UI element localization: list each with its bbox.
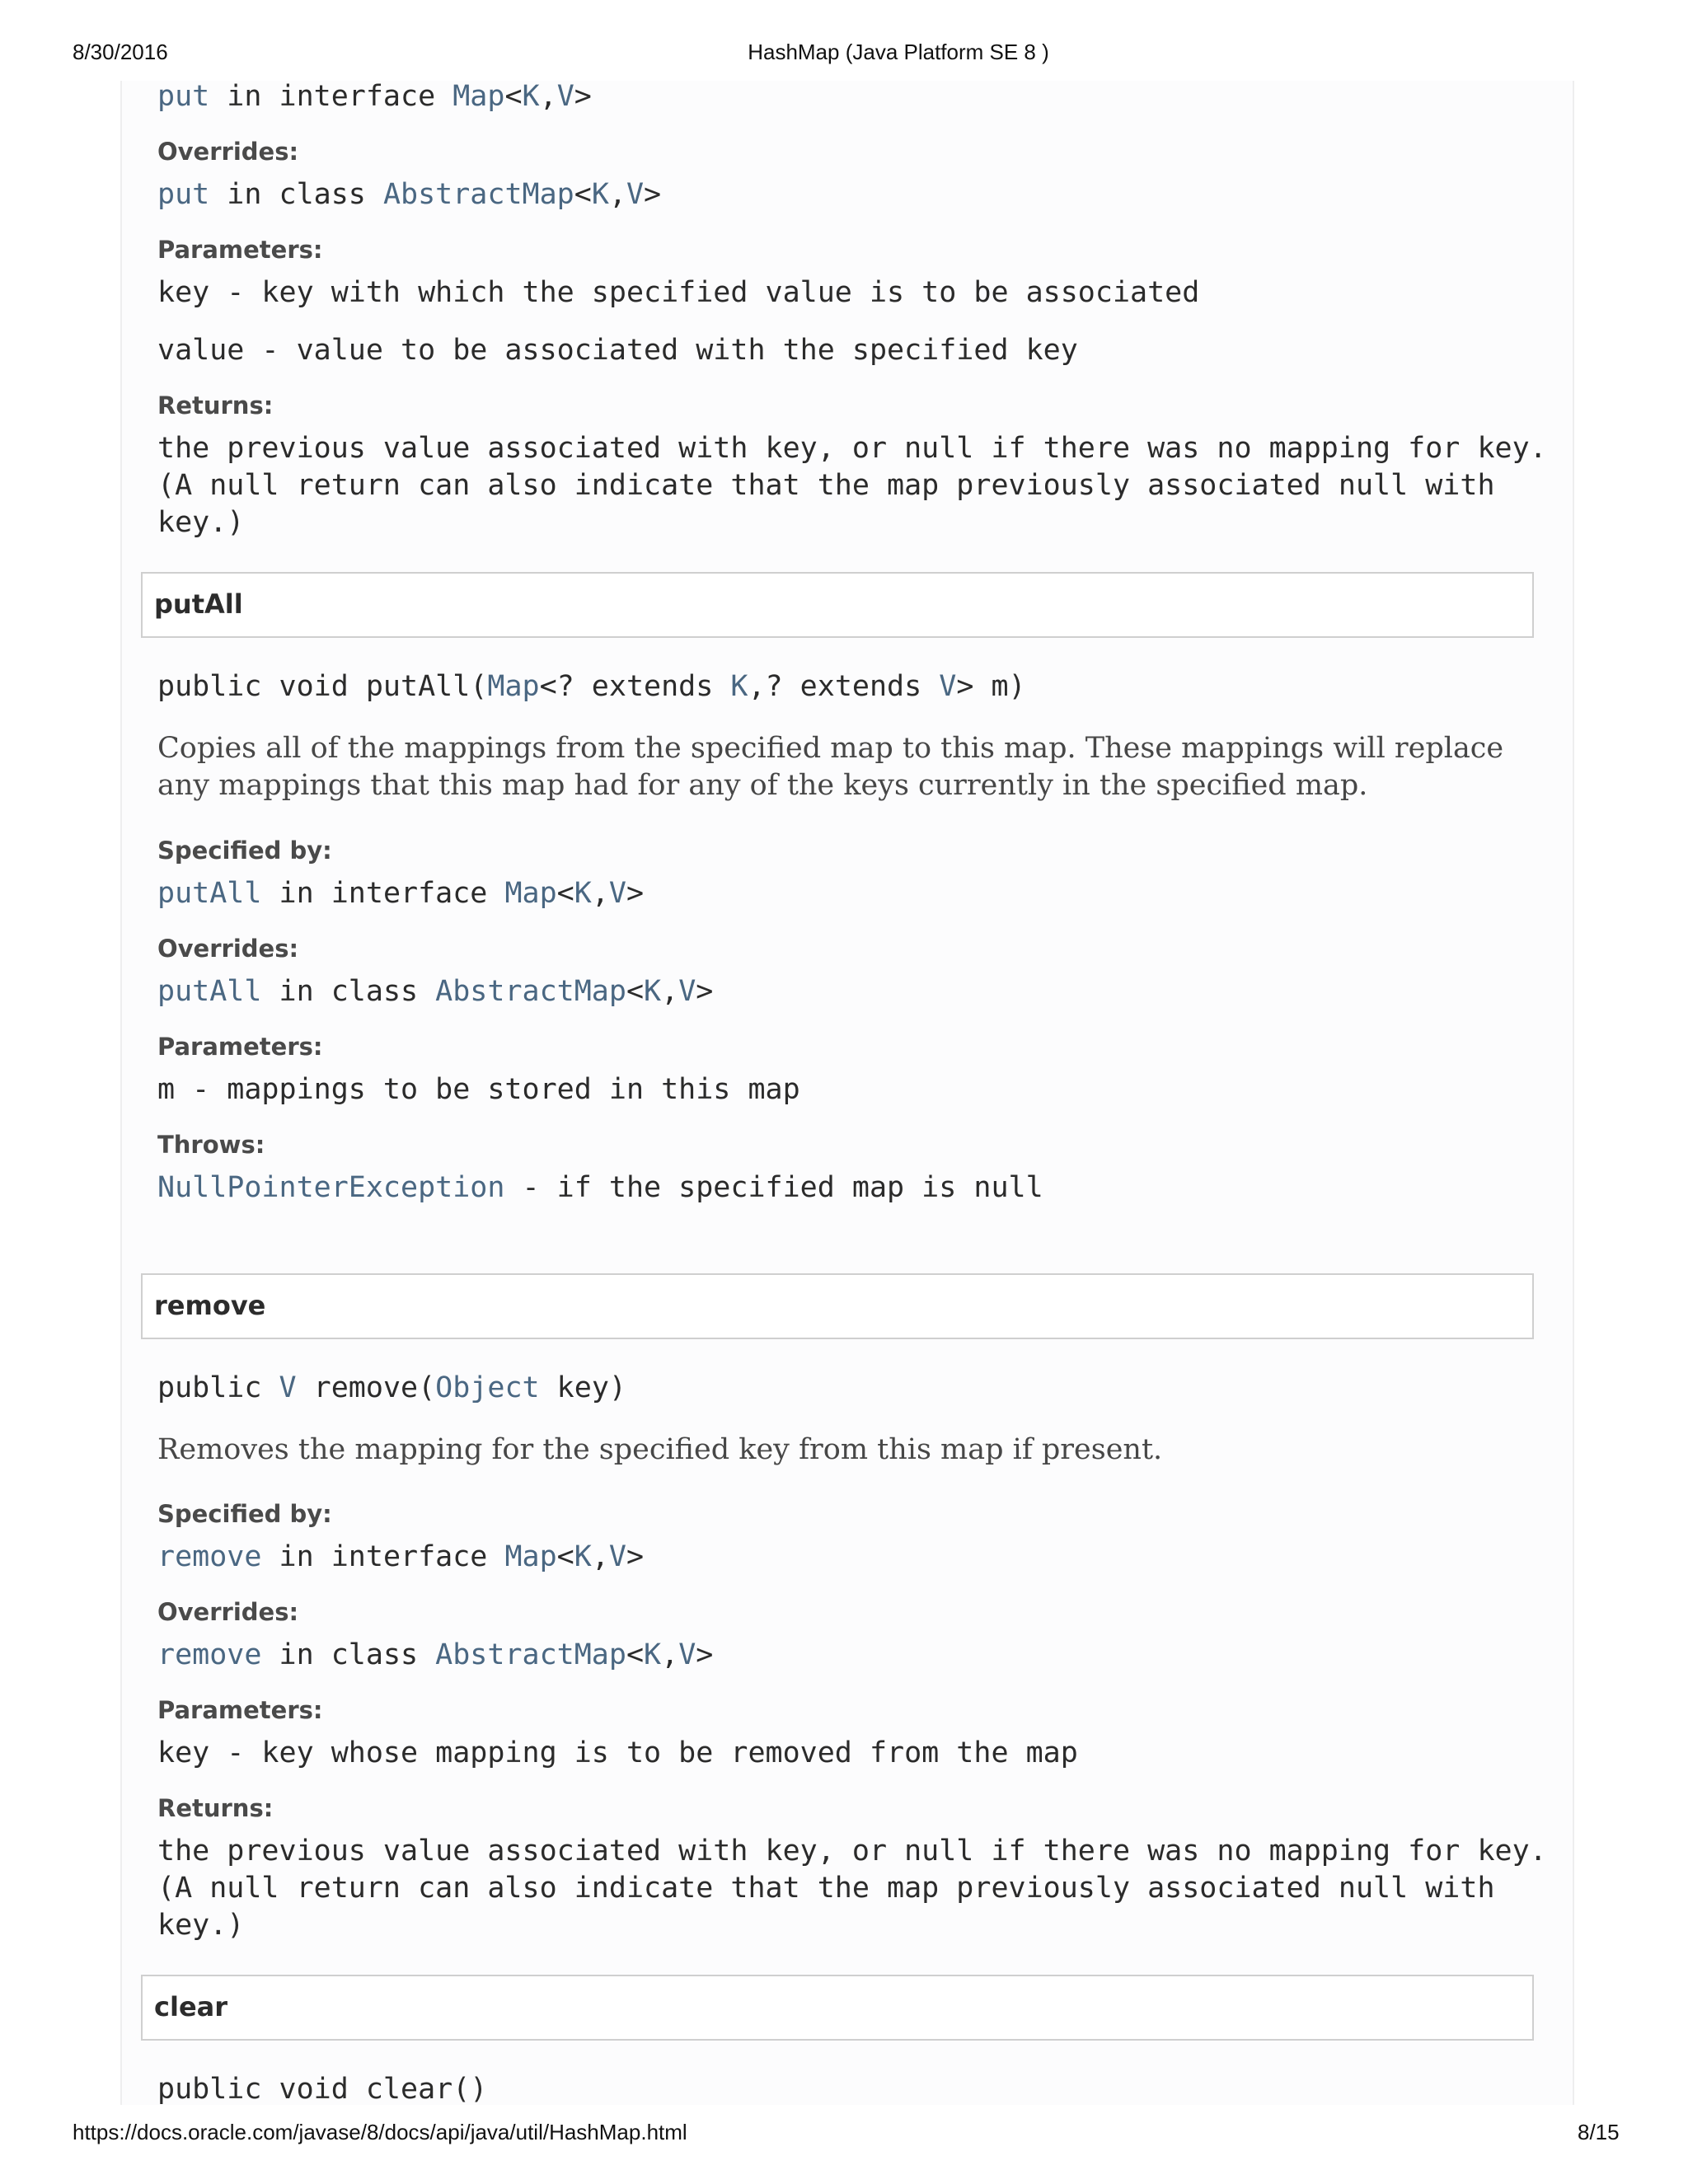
putall-throws-line: NullPointerException - if the specified map is null bbox=[157, 1171, 1043, 1204]
v-type-link[interactable]: V bbox=[678, 975, 696, 1008]
remove-specified-by-line: remove in interface Map<K,V> bbox=[157, 1540, 645, 1573]
putall-parameters-label: Parameters: bbox=[157, 1033, 323, 1061]
remove-signature: public V remove(Object key) bbox=[157, 1371, 626, 1404]
abstractmap-type-link[interactable]: AbstractMap bbox=[382, 178, 574, 211]
remove-description: Removes the mapping for the specified key from this map if present. bbox=[157, 1433, 1163, 1466]
putall-param-m: m - mappings to be stored in this map bbox=[157, 1073, 800, 1106]
remove-overrides-line: remove in class AbstractMap<K,V> bbox=[157, 1638, 714, 1671]
putall-overrides-label: Overrides: bbox=[157, 935, 299, 963]
v-type-link[interactable]: V bbox=[678, 1638, 696, 1671]
map-type-link[interactable]: Map bbox=[487, 670, 540, 703]
print-header bbox=[0, 40, 1688, 73]
put-overrides-line: put in class AbstractMap<K,V> bbox=[157, 178, 662, 211]
put-returns-label: Returns: bbox=[157, 391, 274, 419]
object-type-link[interactable]: Object bbox=[435, 1371, 540, 1404]
remove-returns-label: Returns: bbox=[157, 1794, 274, 1822]
remove-parameters-label: Parameters: bbox=[157, 1696, 323, 1724]
put-parameters-label: Parameters: bbox=[157, 236, 323, 264]
page-url: https://docs.oracle.com/javase/8/docs/api/java/util/HashMap.html bbox=[73, 2120, 687, 2144]
map-type-link[interactable]: Map bbox=[504, 877, 557, 910]
put-returns-text: the previous value associated with key, or null if there was no mapping for key. (A null return can also indicate that the map previously associated null with key.) bbox=[157, 432, 1547, 539]
putall-description: Copies all of the mappings from the specified map to this map. These mappings will replace any mappings that this map had for any of the keys currently in the specified map. bbox=[157, 732, 1504, 802]
remove-specified-by-label: Specified by: bbox=[157, 1500, 332, 1528]
clear-signature: public void clear() bbox=[157, 2073, 488, 2106]
remove-param-key: key - key whose mapping is to be removed from the map bbox=[157, 1736, 1078, 1769]
k-type-link[interactable]: K bbox=[644, 975, 662, 1008]
k-type-link[interactable]: K bbox=[522, 80, 540, 113]
remove-returns-text: the previous value associated with key, or null if there was no mapping for key. (A null return can also indicate that the map previously associated null with key.) bbox=[157, 1835, 1547, 1942]
putall-overrides-line: putAll in class AbstractMap<K,V> bbox=[157, 975, 714, 1008]
remove-override-method-link[interactable]: remove bbox=[157, 1638, 262, 1671]
print-title: HashMap (Java Platform SE 8 ) bbox=[748, 40, 1049, 64]
putall-method-header bbox=[141, 572, 1534, 638]
putall-method-name: putAll bbox=[154, 588, 243, 620]
k-type-link[interactable]: K bbox=[730, 670, 748, 703]
v-type-link[interactable]: V bbox=[626, 178, 645, 211]
nullpointerexception-link[interactable]: NullPointerException bbox=[157, 1171, 505, 1204]
print-date: 8/30/2016 bbox=[73, 40, 168, 64]
put-overrides-label: Overrides: bbox=[157, 138, 299, 166]
k-type-link[interactable]: K bbox=[644, 1638, 662, 1671]
put-param-value: value - value to be associated with the specified key bbox=[157, 334, 1078, 367]
abstractmap-type-link[interactable]: AbstractMap bbox=[435, 975, 626, 1008]
put-param-key: key - key with which the specified value is to be associated bbox=[157, 276, 1200, 309]
put-override-method-link[interactable]: put bbox=[157, 178, 210, 211]
v-type-link[interactable]: V bbox=[556, 80, 574, 113]
put-specified-by-line: put in interface Map<K,V> bbox=[157, 80, 592, 113]
remove-method-name: remove bbox=[154, 1290, 266, 1321]
page-number: 8/15 bbox=[1578, 2120, 1620, 2144]
v-type-link[interactable]: V bbox=[279, 1371, 297, 1404]
put-method-link[interactable]: put bbox=[157, 80, 210, 113]
putall-specified-by-label: Specified by: bbox=[157, 837, 332, 865]
remove-method-link[interactable]: remove bbox=[157, 1540, 262, 1573]
putall-method-link[interactable]: putAll bbox=[157, 877, 262, 910]
k-type-link[interactable]: K bbox=[574, 877, 592, 910]
remove-overrides-label: Overrides: bbox=[157, 1598, 299, 1626]
clear-method-header bbox=[141, 1975, 1534, 2041]
print-footer bbox=[0, 2120, 1688, 2153]
v-type-link[interactable]: V bbox=[608, 1540, 626, 1573]
k-type-link[interactable]: K bbox=[574, 1540, 592, 1573]
putall-throws-label: Throws: bbox=[157, 1131, 265, 1159]
putall-override-method-link[interactable]: putAll bbox=[157, 975, 262, 1008]
map-type-link[interactable]: Map bbox=[504, 1540, 557, 1573]
remove-method-header bbox=[141, 1273, 1534, 1339]
clear-method-name: clear bbox=[154, 1991, 228, 2022]
abstractmap-type-link[interactable]: AbstractMap bbox=[435, 1638, 626, 1671]
putall-specified-by-line: putAll in interface Map<K,V> bbox=[157, 877, 645, 910]
v-type-link[interactable]: V bbox=[608, 877, 626, 910]
map-type-link[interactable]: Map bbox=[452, 80, 505, 113]
v-type-link[interactable]: V bbox=[939, 670, 957, 703]
putall-signature: public void putAll(Map<? extends K,? extends V> m) bbox=[157, 670, 1026, 703]
k-type-link[interactable]: K bbox=[591, 178, 609, 211]
